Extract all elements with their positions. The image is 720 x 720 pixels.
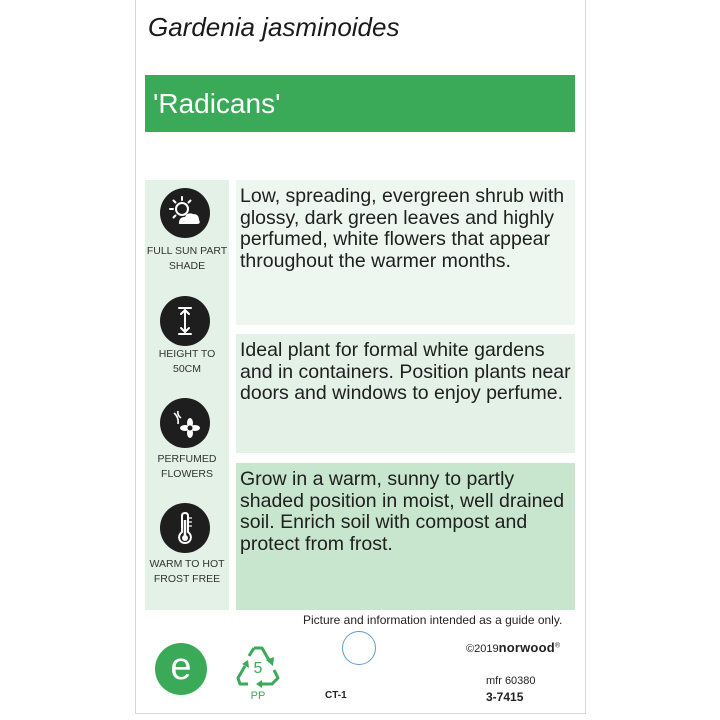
usage-text: Ideal plant for formal white gardens and in containers. Position plants near doors and windows to enjoy perfume. bbox=[240, 339, 571, 404]
recycle-number: 5 bbox=[253, 660, 263, 677]
care-text: Grow in a warm, sunny to partly shaded position in moist, well drained soil. Enrich soil with compost and protect from frost. bbox=[240, 468, 565, 555]
height-arrow-icon bbox=[160, 296, 210, 346]
thermometer-label: WARM TO HOT FROST FREE bbox=[149, 558, 225, 585]
care-panel bbox=[236, 463, 575, 610]
ct-code: CT-1 bbox=[325, 690, 347, 701]
guide-disclaimer: Picture and information intended as a guide only. bbox=[303, 613, 563, 627]
copyright: ©2019norwood® bbox=[466, 640, 561, 655]
sun-label: FULL SUN PART SHADE bbox=[146, 245, 228, 272]
cultivar-banner bbox=[145, 75, 575, 132]
sun-cloud-icon bbox=[160, 188, 210, 238]
mfr-number: mfr 60380 bbox=[486, 675, 536, 687]
brand-name: norwood bbox=[498, 640, 555, 655]
thermometer-icon bbox=[160, 503, 210, 553]
description-panel bbox=[236, 180, 575, 325]
recycle-icon bbox=[232, 642, 284, 688]
description-text: Low, spreading, evergreen shrub with glossy, dark green leaves and highly perfumed, white flowers that appear throughout the warmer months. bbox=[240, 185, 565, 272]
species-name: Gardenia jasminoides bbox=[148, 12, 400, 42]
recycle-code: PP bbox=[250, 690, 266, 702]
product-code: 3-7415 bbox=[486, 690, 524, 704]
height-label: HEIGHT TO 50CM bbox=[158, 348, 216, 375]
usage-panel bbox=[236, 334, 575, 453]
flower-icon bbox=[160, 398, 210, 448]
e-badge-logo: e bbox=[155, 643, 207, 695]
flower-label: PERFUMED FLOWERS bbox=[157, 453, 217, 480]
blank-circle-mark bbox=[342, 631, 376, 665]
cultivar-name: 'Radicans' bbox=[153, 87, 281, 119]
